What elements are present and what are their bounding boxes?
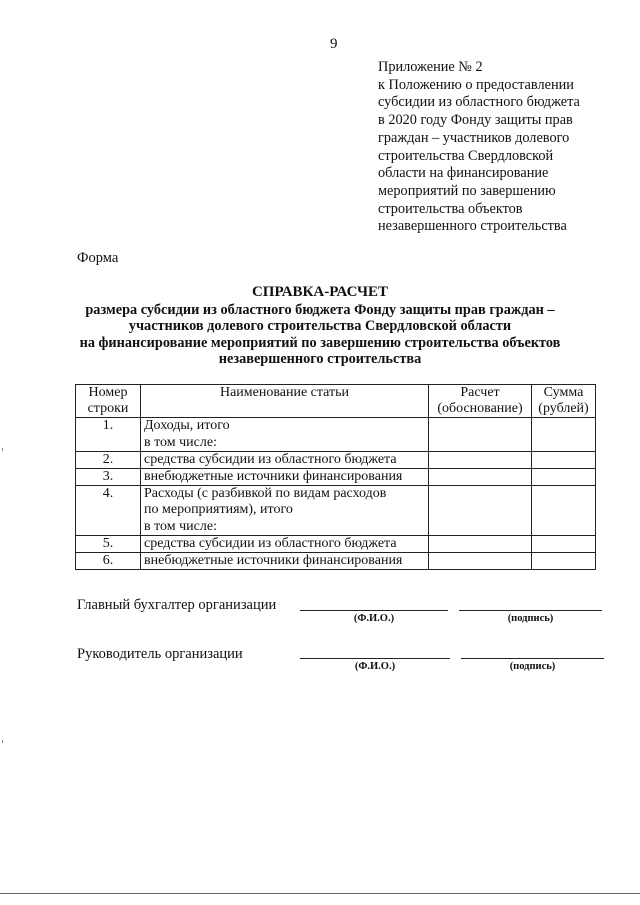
row-number: 2. xyxy=(76,451,141,468)
row-name xyxy=(141,469,429,486)
row-name xyxy=(141,553,429,570)
accountant-fio-line[interactable] xyxy=(300,610,448,611)
row-name-line: в том числе: xyxy=(144,434,217,450)
director-signature-caption: (подпись) xyxy=(509,661,556,672)
accountant-fio-caption: (Ф.И.О.) xyxy=(353,613,395,624)
calculation-table xyxy=(75,384,596,570)
accountant-signature-line[interactable] xyxy=(459,610,602,611)
row-name-line: внебюджетные источники финансирования xyxy=(144,469,403,485)
row-name-line: средства субсидии из областного бюджета xyxy=(144,451,397,467)
director-fio-caption: (Ф.И.О.) xyxy=(354,661,396,672)
row-calculation-cell[interactable] xyxy=(429,451,532,468)
appendix-line: строительства объектов xyxy=(378,200,523,217)
table-row xyxy=(76,535,596,552)
table-header-row xyxy=(76,385,596,418)
row-name xyxy=(141,535,429,552)
title-line: участников долевого строительства Свердловской области xyxy=(128,318,512,334)
row-sum-cell[interactable] xyxy=(532,418,596,451)
row-sum-cell[interactable] xyxy=(532,486,596,536)
director-label: Руководитель организации xyxy=(77,646,243,662)
row-sum-cell[interactable] xyxy=(532,469,596,486)
table-row xyxy=(76,486,596,536)
title-main: СПРАВКА-РАСЧЕТ xyxy=(251,284,389,300)
document-title xyxy=(60,284,580,368)
header-sum xyxy=(532,385,596,418)
row-calculation-cell[interactable] xyxy=(429,553,532,570)
row-sum-cell[interactable] xyxy=(532,535,596,552)
header-text: Наименование статьи xyxy=(219,385,350,400)
row-name xyxy=(141,451,429,468)
row-name xyxy=(141,486,429,536)
appendix-line: субсидии из областного бюджета xyxy=(378,94,580,111)
appendix-note xyxy=(378,59,580,236)
header-text: Расчет xyxy=(460,385,500,400)
row-calculation-cell[interactable] xyxy=(429,535,532,552)
row-name-line: Расходы (с разбивкой по видам расходов xyxy=(144,486,387,502)
row-number: 1. xyxy=(76,418,141,451)
row-name-line: в том числе: xyxy=(144,518,217,534)
row-number: 4. xyxy=(76,486,141,536)
accountant-signature-caption: (подпись) xyxy=(507,613,554,624)
page-number: 9 xyxy=(330,36,338,52)
appendix-line: в 2020 году Фонду защиты прав xyxy=(378,112,573,129)
row-sum-cell[interactable] xyxy=(532,553,596,570)
appendix-line: граждан – участников долевого xyxy=(378,129,570,146)
appendix-line: области на финансирование xyxy=(378,165,549,182)
table-row xyxy=(76,469,596,486)
row-number: 6. xyxy=(76,553,141,570)
title-line: незавершенного строительства xyxy=(218,351,422,367)
appendix-line: Приложение № 2 xyxy=(378,59,483,75)
page-bottom-rule xyxy=(0,893,640,894)
table-row xyxy=(76,418,596,451)
form-label: Форма xyxy=(77,250,119,266)
row-sum-cell[interactable] xyxy=(532,451,596,468)
title-line: на финансирование мероприятий по завершению строительства объектов xyxy=(79,334,561,351)
row-calculation-cell[interactable] xyxy=(429,486,532,536)
appendix-line: незавершенного строительства xyxy=(378,218,567,235)
title-line: размера субсидии из областного бюджета Фонду защиты прав граждан – xyxy=(85,301,555,318)
scan-edge-mark xyxy=(2,448,3,451)
table-row xyxy=(76,553,596,570)
row-number: 3. xyxy=(76,469,141,486)
row-number: 5. xyxy=(76,535,141,552)
appendix-line: мероприятий по завершению xyxy=(378,182,556,199)
row-name-line: средства субсидии из областного бюджета xyxy=(144,535,397,551)
header-calculation xyxy=(429,385,532,418)
director-signature-line[interactable] xyxy=(461,658,604,659)
row-name-line: Доходы, итого xyxy=(144,418,230,434)
header-text: строки xyxy=(87,401,129,417)
table-row xyxy=(76,451,596,468)
scan-edge-mark xyxy=(2,740,3,743)
row-name xyxy=(141,418,429,451)
accountant-label: Главный бухгалтер организации xyxy=(77,597,277,613)
director-fio-line[interactable] xyxy=(300,658,450,659)
appendix-line: строительства Свердловской xyxy=(378,147,554,164)
header-text: (обоснование) xyxy=(437,401,523,417)
row-calculation-cell[interactable] xyxy=(429,469,532,486)
row-name-line: по мероприятиям), итого xyxy=(144,502,293,518)
row-name-line: внебюджетные источники финансирования xyxy=(144,553,403,569)
header-item-name xyxy=(141,385,429,418)
header-text: (рублей) xyxy=(538,401,589,417)
row-calculation-cell[interactable] xyxy=(429,418,532,451)
appendix-line: к Положению о предоставлении xyxy=(378,76,574,93)
header-text: Номер xyxy=(88,385,128,400)
header-text: Сумма xyxy=(543,385,584,400)
header-row-number xyxy=(76,385,141,418)
